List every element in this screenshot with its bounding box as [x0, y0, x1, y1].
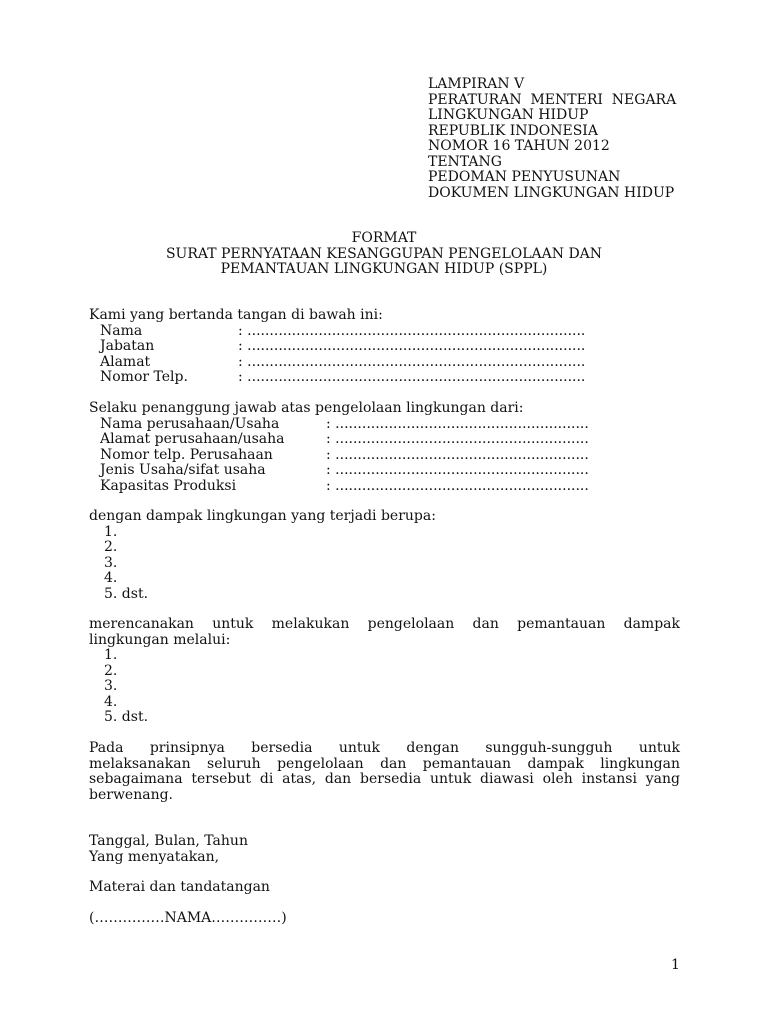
company-section [89, 401, 680, 494]
form-field-row [89, 432, 680, 448]
list-item: 4. [104, 570, 118, 586]
form-field-row [89, 324, 680, 340]
form-field-row [89, 463, 680, 479]
header-line: LINGKUNGAN HIDUP [428, 107, 589, 123]
list-item: 5. dst. [104, 709, 149, 725]
header-line: DOKUMEN LINGKUNGAN HIDUP [428, 184, 675, 201]
paragraph-line: merencanakan untuk melakukan pengelolaan dan pemantauan dampak [89, 616, 680, 632]
title-line: FORMAT [351, 230, 417, 246]
header-line: PERATURAN MENTERI NEGARA [428, 91, 677, 108]
field-label: Nomor Telp. [100, 369, 188, 385]
list-item: 1. [104, 523, 118, 540]
form-field-row [89, 417, 680, 433]
list-item: 2. [104, 539, 118, 555]
signature-declarant: Yang menyatakan, [89, 848, 220, 865]
field-label: Jenis Usaha/sifat usaha [100, 462, 266, 478]
plans-section [89, 617, 680, 726]
signature-date-block [89, 834, 680, 865]
page-number: 1 [671, 957, 680, 973]
paragraph-line: berwenang. [89, 786, 173, 803]
signature-name-block [89, 911, 680, 927]
paragraph-line: lingkungan melalui: [89, 631, 231, 648]
section-heading: dengan dampak lingkungan yang terjadi berupa: [89, 508, 436, 524]
field-value: : ......................................................... [326, 446, 589, 463]
document-title [0, 231, 768, 278]
form-field-row [89, 479, 680, 495]
field-label: Jabatan [100, 338, 155, 354]
list-item: 5. dst. [104, 585, 149, 602]
field-value: : ............................................................................ [238, 353, 586, 370]
field-value: : ......................................................... [326, 415, 589, 432]
list-item: 3. [104, 678, 118, 694]
list-item: 1. [104, 647, 118, 663]
field-label: Alamat [100, 353, 151, 370]
attachment-header [428, 77, 676, 201]
field-value: : ............................................................................ [238, 338, 586, 354]
header-line: TENTANG [428, 153, 502, 170]
section-heading: Kami yang bertanda tangan di bawah ini: [89, 307, 383, 323]
field-value: : ......................................................... [326, 431, 589, 447]
form-field-row [89, 448, 680, 464]
impacts-section [89, 509, 680, 602]
form-field-row [89, 370, 680, 386]
form-field-row [89, 355, 680, 371]
header-line: REPUBLIK INDONESIA [428, 122, 598, 139]
field-value: : ......................................................... [326, 477, 589, 494]
field-label: Alamat perusahaan/usaha [100, 431, 285, 447]
title-line: PEMANTAUAN LINGKUNGAN HIDUP (SPPL) [220, 261, 548, 277]
field-label: Nama perusahaan/Usaha [100, 415, 280, 432]
signature-date: Tanggal, Bulan, Tahun [89, 833, 248, 849]
signature-stamp-note [89, 880, 680, 896]
paragraph-line: Pada prinsipnya bersedia untuk dengan sungguh-sungguh untuk [89, 740, 680, 756]
list-item: 3. [104, 554, 118, 571]
form-field-row [89, 339, 680, 355]
title-line: SURAT PERNYATAAN KESANGGUPAN PENGELOLAAN DAN [165, 245, 603, 262]
paragraph-line: melaksanakan seluruh pengelolaan dan pemantauan dampak lingkungan [89, 755, 680, 772]
field-label: Nama [100, 322, 143, 339]
field-label: Kapasitas Produksi [100, 477, 237, 494]
paragraph-line: sebagaimana tersebut di atas, dan bersedia untuk diawasi oleh instansi yang [89, 771, 680, 787]
commitment-paragraph [89, 741, 680, 803]
list-item: 4. [104, 693, 118, 710]
header-line: NOMOR 16 TAHUN 2012 [428, 138, 610, 154]
field-value: : ............................................................................ [238, 369, 586, 385]
signature-name: (……………NAMA……………) [89, 910, 287, 926]
signatory-section [89, 308, 680, 386]
section-heading: Selaku penanggung jawab atas pengelolaan lingkungan dari: [89, 400, 524, 416]
stamp-label: Materai dan tandatangan [89, 879, 270, 895]
plans-list [89, 648, 680, 726]
impacts-list [89, 525, 680, 603]
list-item: 2. [104, 662, 118, 679]
field-value: : ......................................................... [326, 462, 589, 478]
header-line: LAMPIRAN V [428, 76, 525, 92]
field-value: : ............................................................................ [238, 322, 586, 339]
header-line: PEDOMAN PENYUSUNAN [428, 169, 621, 185]
field-label: Nomor telp. Perusahaan [100, 446, 273, 463]
